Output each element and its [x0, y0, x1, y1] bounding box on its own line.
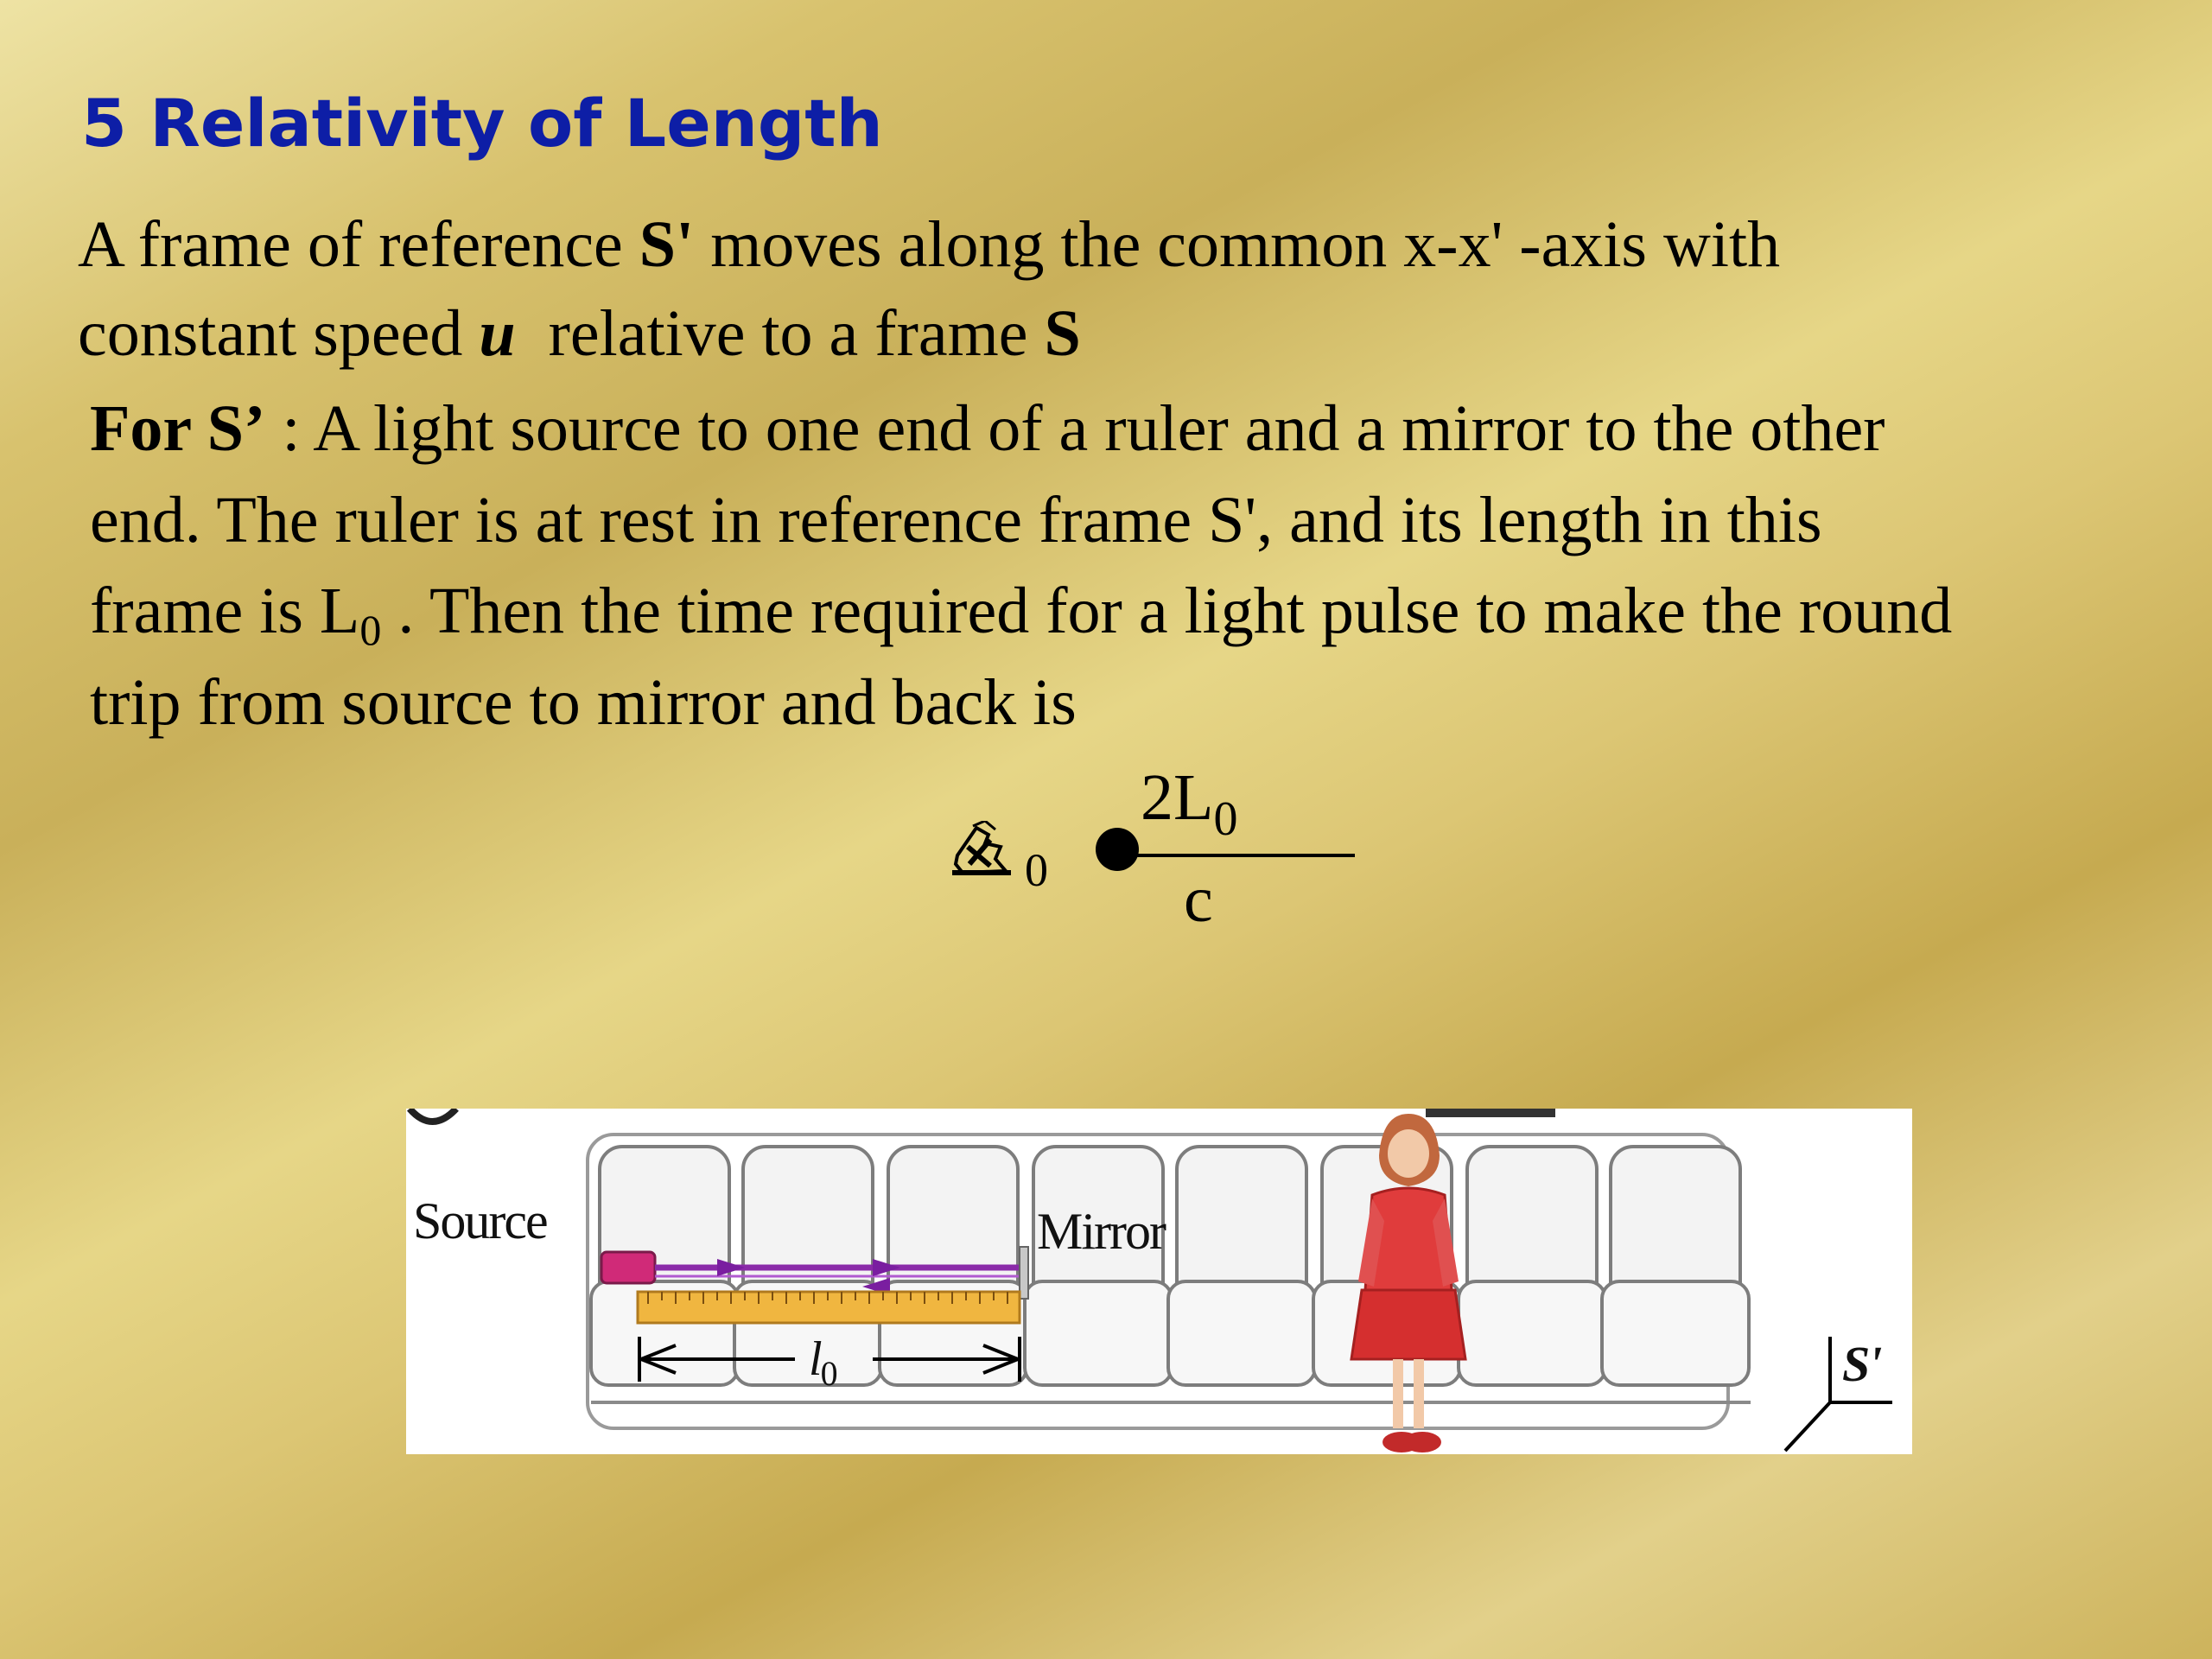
setup-text: . Then the time required for a light pulse to make the round [381, 575, 1953, 648]
setup-text: : A light source to one end of a ruler and a mirror to the other [265, 392, 1885, 465]
intro-text: A frame of reference [78, 208, 639, 281]
lhs-subscript: 0 [1025, 844, 1048, 896]
frame-s: S [1044, 297, 1081, 371]
intro-text: relative to a frame [515, 297, 1045, 371]
length-symbol: l [809, 1332, 821, 1386]
delta-t-glyph-icon [950, 821, 1013, 878]
theater-seats-illustration [406, 1109, 1912, 1454]
setup-text: frame is L [90, 575, 360, 648]
setup-paragraph [90, 384, 1952, 749]
frame-s-prime: S' [639, 208, 695, 281]
length-label [809, 1332, 836, 1394]
setup-text: end. The ruler is at rest in reference frame S', and its length in this [90, 483, 1822, 556]
formula-numerator [1141, 760, 1238, 846]
equals-dot-glyph [1096, 828, 1139, 871]
l0-subscript: 0 [359, 606, 382, 655]
intro-text: moves along the common x-x' -axis with [694, 208, 1781, 281]
numerator-subscript: 0 [1213, 792, 1238, 846]
source-mirror-diagram [406, 1109, 1912, 1454]
intro-paragraph [78, 200, 1780, 379]
intro-text: constant speed [78, 297, 480, 371]
fraction-bar [1134, 854, 1355, 857]
for-s-prime-label: For S’ [90, 392, 266, 465]
formula-denominator: c [1184, 863, 1213, 936]
frame-label: S' [1842, 1336, 1881, 1392]
speed-variable: u [479, 297, 516, 371]
mirror-label: Mirror [1037, 1203, 1165, 1260]
source-label: Source [413, 1192, 547, 1249]
numerator-text: 2L [1141, 761, 1214, 834]
slide-title: 5 Relativity of Length [81, 85, 883, 162]
proper-time-formula [950, 760, 1279, 950]
length-subscript: 0 [820, 1354, 836, 1394]
setup-text: trip from source to mirror and back is [90, 665, 1077, 739]
